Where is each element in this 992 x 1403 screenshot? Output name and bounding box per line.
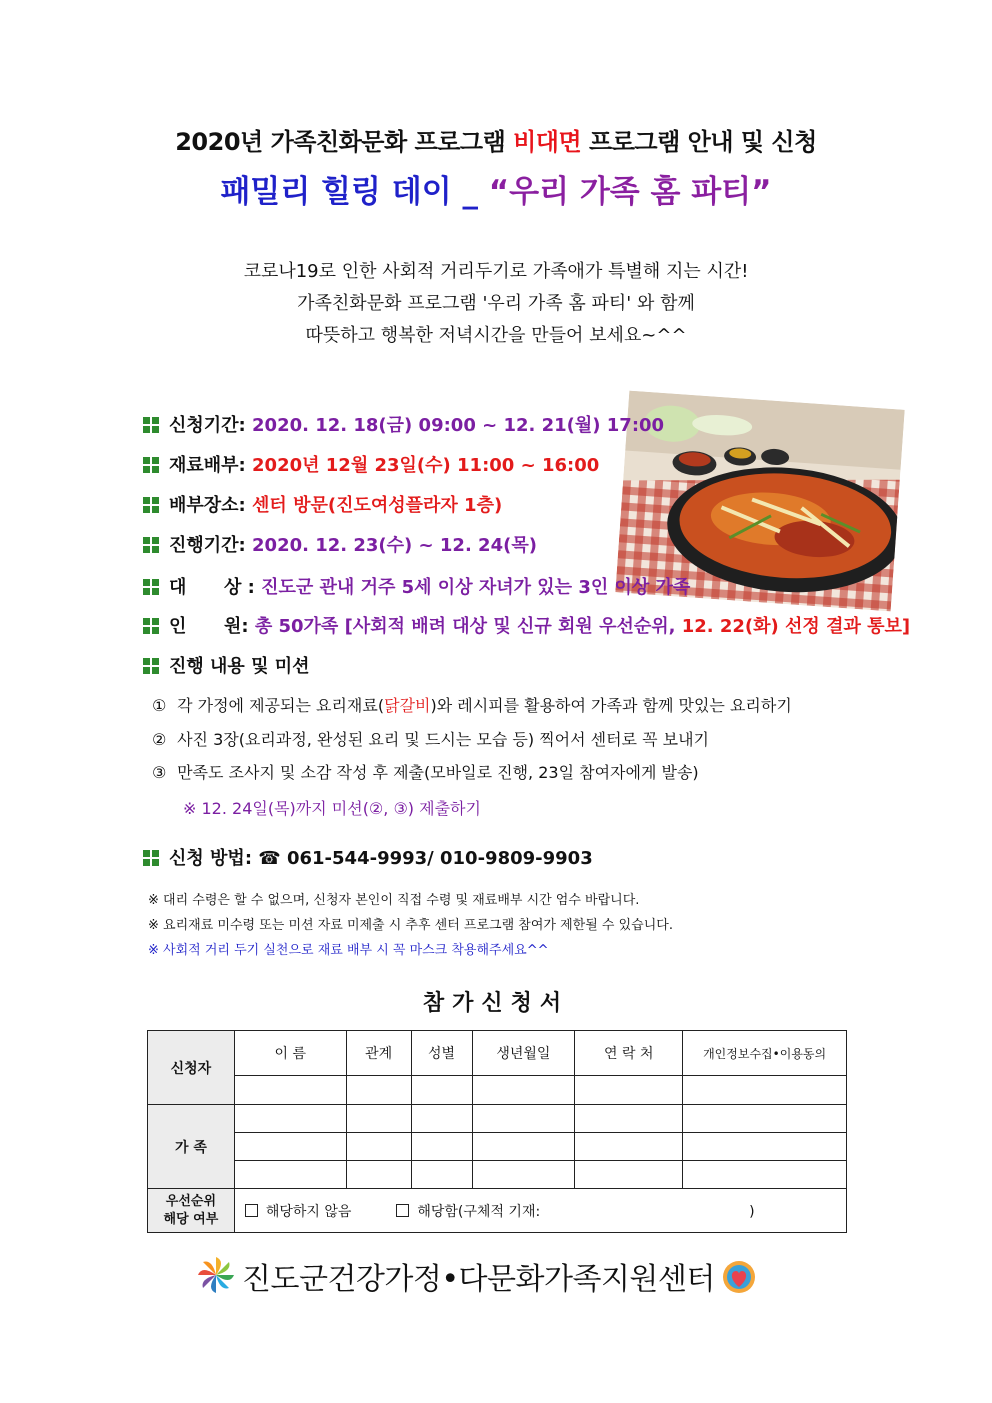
family-cell[interactable] <box>411 1105 472 1133</box>
applicable-checkbox[interactable] <box>396 1204 409 1217</box>
family-cell[interactable] <box>683 1133 847 1161</box>
material-row: 재료배부: 2020년 12월 23일(수) 11:00 ~ 16:00 <box>143 453 599 479</box>
applicant-contact-cell[interactable] <box>575 1076 683 1105</box>
green-square-bullet-icon <box>143 658 159 674</box>
green-square-bullet-icon <box>143 417 159 433</box>
not-applicable-label: 해당하지 않음 <box>265 1203 352 1220</box>
family-cell[interactable] <box>575 1105 683 1133</box>
footer-org <box>196 1254 759 1303</box>
mission-item-2: ② 사진 3장(요리과정, 완성된 요리 및 드시는 모습 등) 찍어서 센터로 꼭 보내기 <box>152 730 710 749</box>
applicant-label: 신청자 <box>148 1031 235 1105</box>
family-cell[interactable] <box>683 1105 847 1133</box>
header-relation: 관계 <box>346 1031 411 1076</box>
family-cell[interactable] <box>234 1105 346 1133</box>
table-row <box>148 1161 847 1189</box>
family-cell[interactable] <box>472 1105 575 1133</box>
apply-period-row: 신청기간: 2020. 12. 18(금) 09:00 ~ 12. 21(월) 17:00 <box>143 413 664 439</box>
family-cell[interactable] <box>575 1161 683 1189</box>
green-square-bullet-icon <box>143 497 159 513</box>
form-title: 참가신청서 <box>422 991 570 1016</box>
family-cell[interactable] <box>346 1161 411 1189</box>
green-square-bullet-icon <box>143 457 159 473</box>
applicable-label: 해당함(구체적 기재: <box>417 1203 541 1220</box>
header-gender: 성별 <box>411 1031 472 1076</box>
family-cell[interactable] <box>411 1161 472 1189</box>
application-form-table <box>147 1030 847 1233</box>
note-2: ※ 요리재료 미수령 또는 미션 자료 미제출 시 추후 센터 프로그램 참여가 제한될 수 있습니다. <box>148 918 673 933</box>
green-square-bullet-icon <box>143 850 159 866</box>
family-cell[interactable] <box>472 1161 575 1189</box>
applicant-gender-cell[interactable] <box>411 1076 472 1105</box>
period-row: 진행기간: 2020. 12. 23(수) ~ 12. 24(목) <box>143 533 537 559</box>
note-1: ※ 대리 수령은 할 수 없으며, 신청자 본인이 직접 수령 및 재료배부 시간 엄수 바랍니다. <box>148 893 640 908</box>
org-name: 진도군건강가정•다문화가족지원센터 <box>242 1262 715 1297</box>
table-row <box>148 1189 847 1233</box>
count-row: 인 원: 총 50가족 [사회적 배려 대상 및 신규 회원 우선순위, 12. 22(화) 선정 결과 통보] <box>143 614 910 640</box>
phone-numbers: 061-544-9993/ 010-9809-9903 <box>280 848 593 869</box>
family-cell[interactable] <box>234 1161 346 1189</box>
applicant-relation-cell[interactable] <box>346 1076 411 1105</box>
green-square-bullet-icon <box>143 618 159 634</box>
mission-heading-row: 진행 내용 및 미션 <box>143 654 310 680</box>
page-subtitle: 패밀리 힐링 데이 _ “우리 가족 홈 파티” <box>220 174 772 210</box>
priority-options: 해당하지 않음 해당함(구체적 기재: ) <box>234 1189 846 1233</box>
target-row: 대 상 : 진도군 관내 거주 5세 이상 자녀가 있는 3인 이상 가족 <box>143 575 690 601</box>
green-square-bullet-icon <box>143 537 159 553</box>
title-highlight: 비대면 <box>513 128 582 156</box>
family-cell[interactable] <box>411 1133 472 1161</box>
header-birthdate: 생년월일 <box>472 1031 575 1076</box>
phone-icon: ☎ <box>258 848 281 869</box>
page-title: 2020년 가족친화문화 프로그램 비대면 프로그램 안내 및 신청 <box>175 128 817 156</box>
contact-row: 신청 방법: ☎ 061-544-9993/ 010-9809-9903 <box>143 846 593 872</box>
green-square-bullet-icon <box>143 579 159 595</box>
table-row <box>148 1031 847 1076</box>
note-3: ※ 사회적 거리 두기 실천으로 재료 배부 시 꼭 마스크 착용해주세요^^ <box>148 943 549 958</box>
mission-item-1: ① 각 가정에 제공되는 요리재료(닭갈비)와 레시피를 활용하여 가족과 함께 맛있는 요리하기 <box>152 696 792 715</box>
pinwheel-logo-icon <box>196 1255 236 1303</box>
mission-deadline: ※ 12. 24일(목)까지 미션(②, ③) 제출하기 <box>183 799 481 818</box>
not-applicable-checkbox[interactable] <box>245 1204 258 1217</box>
family-cell[interactable] <box>575 1133 683 1161</box>
table-row <box>148 1076 847 1105</box>
applicant-name-cell[interactable] <box>234 1076 346 1105</box>
table-row <box>148 1133 847 1161</box>
family-cell[interactable] <box>472 1133 575 1161</box>
priority-label: 우선순위 해당 여부 <box>148 1189 235 1233</box>
applicant-consent-cell[interactable] <box>683 1076 847 1105</box>
mission-item-3: ③ 만족도 조사지 및 소감 작성 후 제출(모바일로 진행, 23일 참여자에게 발송) <box>152 763 699 782</box>
family-cell[interactable] <box>234 1133 346 1161</box>
header-name: 이 름 <box>234 1031 346 1076</box>
header-privacy-consent: 개인정보수집•이용동의 <box>683 1031 847 1076</box>
applicant-birth-cell[interactable] <box>472 1076 575 1105</box>
table-row <box>148 1105 847 1133</box>
family-cell[interactable] <box>683 1161 847 1189</box>
intro-text: 코로나19로 인한 사회적 거리두기로 가족애가 특별해 지는 시간! 가족친화문화 프로그램 '우리 가족 홈 파티' 와 함께 따뜻하고 행복한 저녁시간을 만들어 보세요~^^ <box>243 261 749 346</box>
header-contact: 연 락 처 <box>575 1031 683 1076</box>
family-cell[interactable] <box>346 1105 411 1133</box>
family-label: 가 족 <box>148 1105 235 1189</box>
heart-logo-icon <box>719 1259 759 1303</box>
family-cell[interactable] <box>346 1133 411 1161</box>
place-row: 배부장소: 센터 방문(진도여성플라자 1층) <box>143 493 502 519</box>
